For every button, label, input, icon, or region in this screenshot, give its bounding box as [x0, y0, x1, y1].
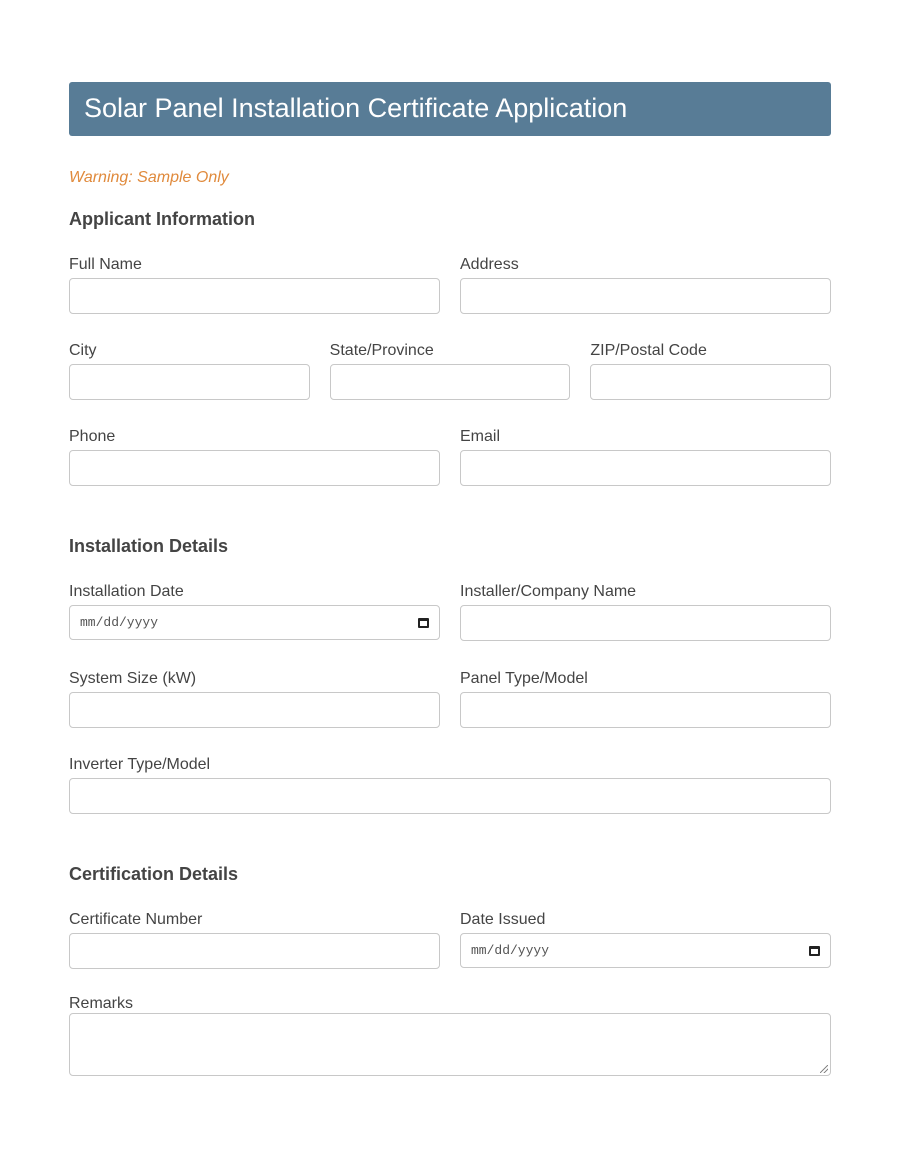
calendar-icon[interactable] [418, 618, 429, 628]
warning-text: Warning: Sample Only [69, 169, 229, 186]
address-input[interactable] [460, 278, 831, 314]
installation-date-label: Installation Date [69, 583, 184, 600]
full-name-input[interactable] [69, 278, 440, 314]
phone-input[interactable] [69, 450, 440, 486]
city-label: City [69, 342, 97, 359]
zip-label: ZIP/Postal Code [590, 342, 707, 359]
address-label: Address [460, 256, 519, 273]
zip-input[interactable] [590, 364, 831, 400]
email-label: Email [460, 428, 501, 445]
company-input[interactable] [460, 605, 831, 641]
date-placeholder: mm/dd/yyyy [80, 615, 159, 630]
installation-date-input[interactable] [69, 605, 440, 640]
date-placeholder: mm/dd/yyyy [471, 943, 550, 958]
certificate-number-label: Certificate Number [69, 911, 203, 928]
date-issued-input[interactable] [460, 933, 831, 968]
calendar-icon[interactable] [809, 946, 820, 956]
page-title: Solar Panel Installation Certificate Application [69, 82, 831, 136]
panel-type-input[interactable] [460, 692, 831, 728]
email-input[interactable] [460, 450, 831, 486]
section-installation-heading: Installation Details [69, 536, 229, 556]
certificate-number-input[interactable] [69, 933, 440, 969]
phone-label: Phone [69, 428, 116, 445]
date-issued-label: Date Issued [460, 911, 546, 928]
inverter-label: Inverter Type/Model [69, 756, 211, 773]
company-label: Installer/Company Name [460, 583, 637, 600]
resize-handle-icon[interactable] [820, 1065, 828, 1073]
system-size-input[interactable] [69, 692, 440, 728]
section-applicant-heading: Applicant Information [69, 209, 255, 229]
full-name-label: Full Name [69, 256, 142, 273]
panel-type-label: Panel Type/Model [460, 670, 588, 687]
inverter-input[interactable] [69, 778, 831, 814]
city-input[interactable] [69, 364, 310, 400]
remarks-label: Remarks [69, 995, 134, 1012]
system-size-label: System Size (kW) [69, 670, 197, 687]
state-input[interactable] [330, 364, 571, 400]
remarks-textarea[interactable] [69, 1013, 831, 1076]
form-container [69, 82, 831, 1076]
state-label: State/Province [329, 342, 434, 359]
section-certification-heading: Certification Details [69, 864, 239, 884]
